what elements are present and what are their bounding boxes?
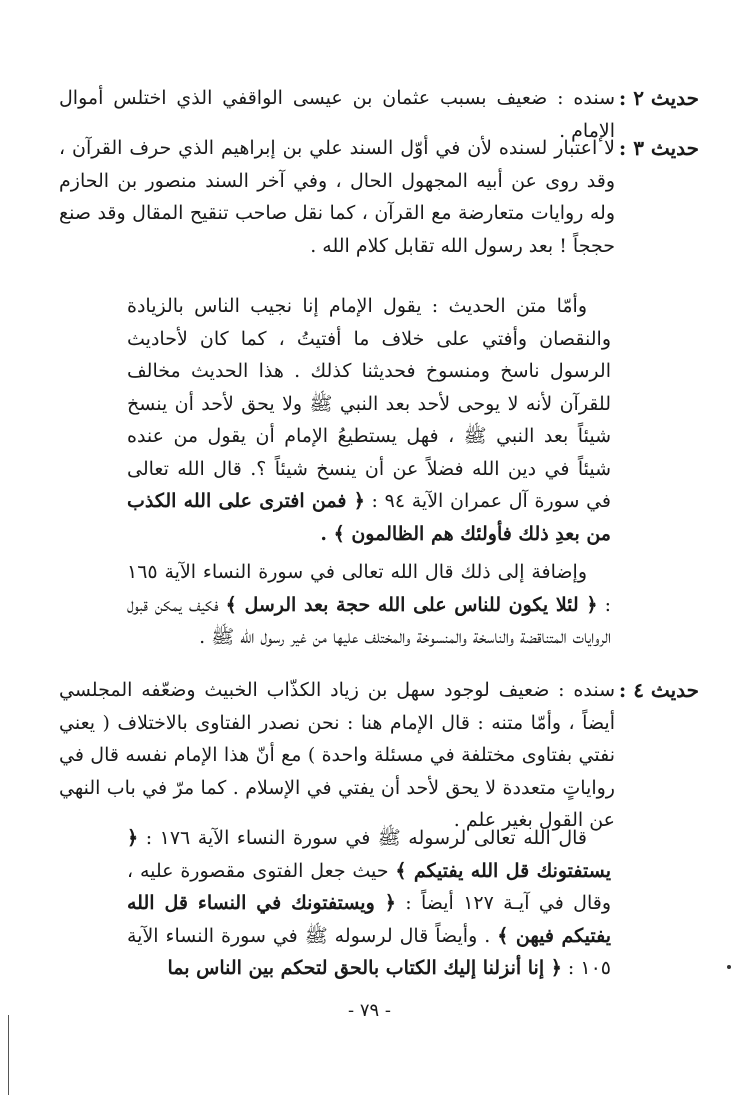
hadith-3-block [59,132,699,262]
hadith-4-label: حديث ٤ : [618,678,699,702]
matn-paragraph [127,290,611,550]
quran-verse-al-imran-94: ﴿ فمن افترى على الله الكذب من بعدِ ذلك فأولئك هم الظالمون ﴾ . [127,490,611,545]
nisa-165-conclusion: فكيف يمكن قبول الروايات المتناقضة والناسخة والمنسوخة والمختلف عليها من غير رسول الله ﷺ . [127,593,611,648]
fatwa-text-3: . وأيضاً قال لرسوله ﷺ في سورة النساء الآية ١٠٥ : [127,924,611,979]
hadith-3-text: لا اعتبار لسنده لأن في أوّل السند علي بن إبراهيم الذي حرف القرآن ، وقد روى عن أبيه المجهول الحال ، وفي آخر السند منصور بن الحازم وله روايات متعارضة مع القرآن ، كما نقل صاحب تنقيح المقال وقد صنع حججاً ! بعد رسول الله تقابل كلام الله . [59,137,615,257]
fatwa-text-2: حيث جعل الفتوى مقصورة عليه ، وقال في آيـة ١٢٧ أيضاً : [127,859,611,914]
quran-verse-nisa-127: ﴿ ويستفتونك في النساء قل الله يفتيكم فيهن ﴾ [127,892,611,947]
nisa-165-paragraph [127,556,611,654]
fatwa-paragraph [127,822,611,985]
nisa-165-intro: وإضافة إلى ذلك قال الله تعالى في سورة النساء الآية ١٦٥ : [127,561,611,616]
quran-verse-nisa-105: ﴿ إنا أنزلنا إليك الكتاب بالحق لتحكم بين الناس بما [167,957,562,979]
quran-verse-nisa-176: ﴿ يستفتونك قل الله يفتيكم ﴾ [127,827,612,882]
page-number: - ٧٩ - [348,1000,391,1021]
hadith-4-block [59,674,699,837]
scan-margin-line [8,1015,9,1095]
hadith-2-label: حديث ٢ : [618,86,699,110]
quran-verse-nisa-165: ﴿ لئلا يكون للناس على الله حجة بعد الرسل ﴾ [225,593,598,616]
matn-text: وأمّا متن الحديث : يقول الإمام إنا نجيب الناس بالزيادة والنقصان وأفتي على خلاف ما أفتيتُ ، كما كان لأحاديث الرسول ناسخ ومنسوخ فحديثنا كذلك . هذا الحديث مخالف للقرآن لأنه لا يوحى لأحد بعد النبي ﷺ ولا يحق لأحد أن ينسخ شيئاً بعد النبي ﷺ ، فهل يستطيعُ الإمام أن يقول من عنده شيئاً في دين الله فضلاً عن أن ينسخ شيئاً ؟. قال الله تعالى في سورة آل عمران الآية ٩٤ : [127,295,611,512]
hadith-4-text: سنده : ضعيف لوجود سهل بن زياد الكذّاب الخبيث وضعّفه المجلسي أيضاً ، وأمّا متنه : قال الإمام هنا : نحن نصدر الفتاوى بالاختلاف ( يعني نفتي بفتاوى مختلفة في مسئلة واحدة ) مع أنّ هذا الإمام نفسه قال في رواياتٍ متعددة لا يحق لأحد أن يفتي في الإسلام . كما مرّ في باب النهي عن القول بغير علم . [59,679,615,831]
scan-margin-dot [727,965,731,969]
hadith-3-label: حديث ٣ : [618,136,699,160]
fatwa-text-1: قال الله تعالى لرسوله ﷺ في سورة النساء الآية ١٧٦ : [145,827,587,849]
hadith-2-text: سنده : ضعيف بسبب عثمان بن عيسى الواقفي الذي اختلس أموال الإمام . [59,87,615,142]
